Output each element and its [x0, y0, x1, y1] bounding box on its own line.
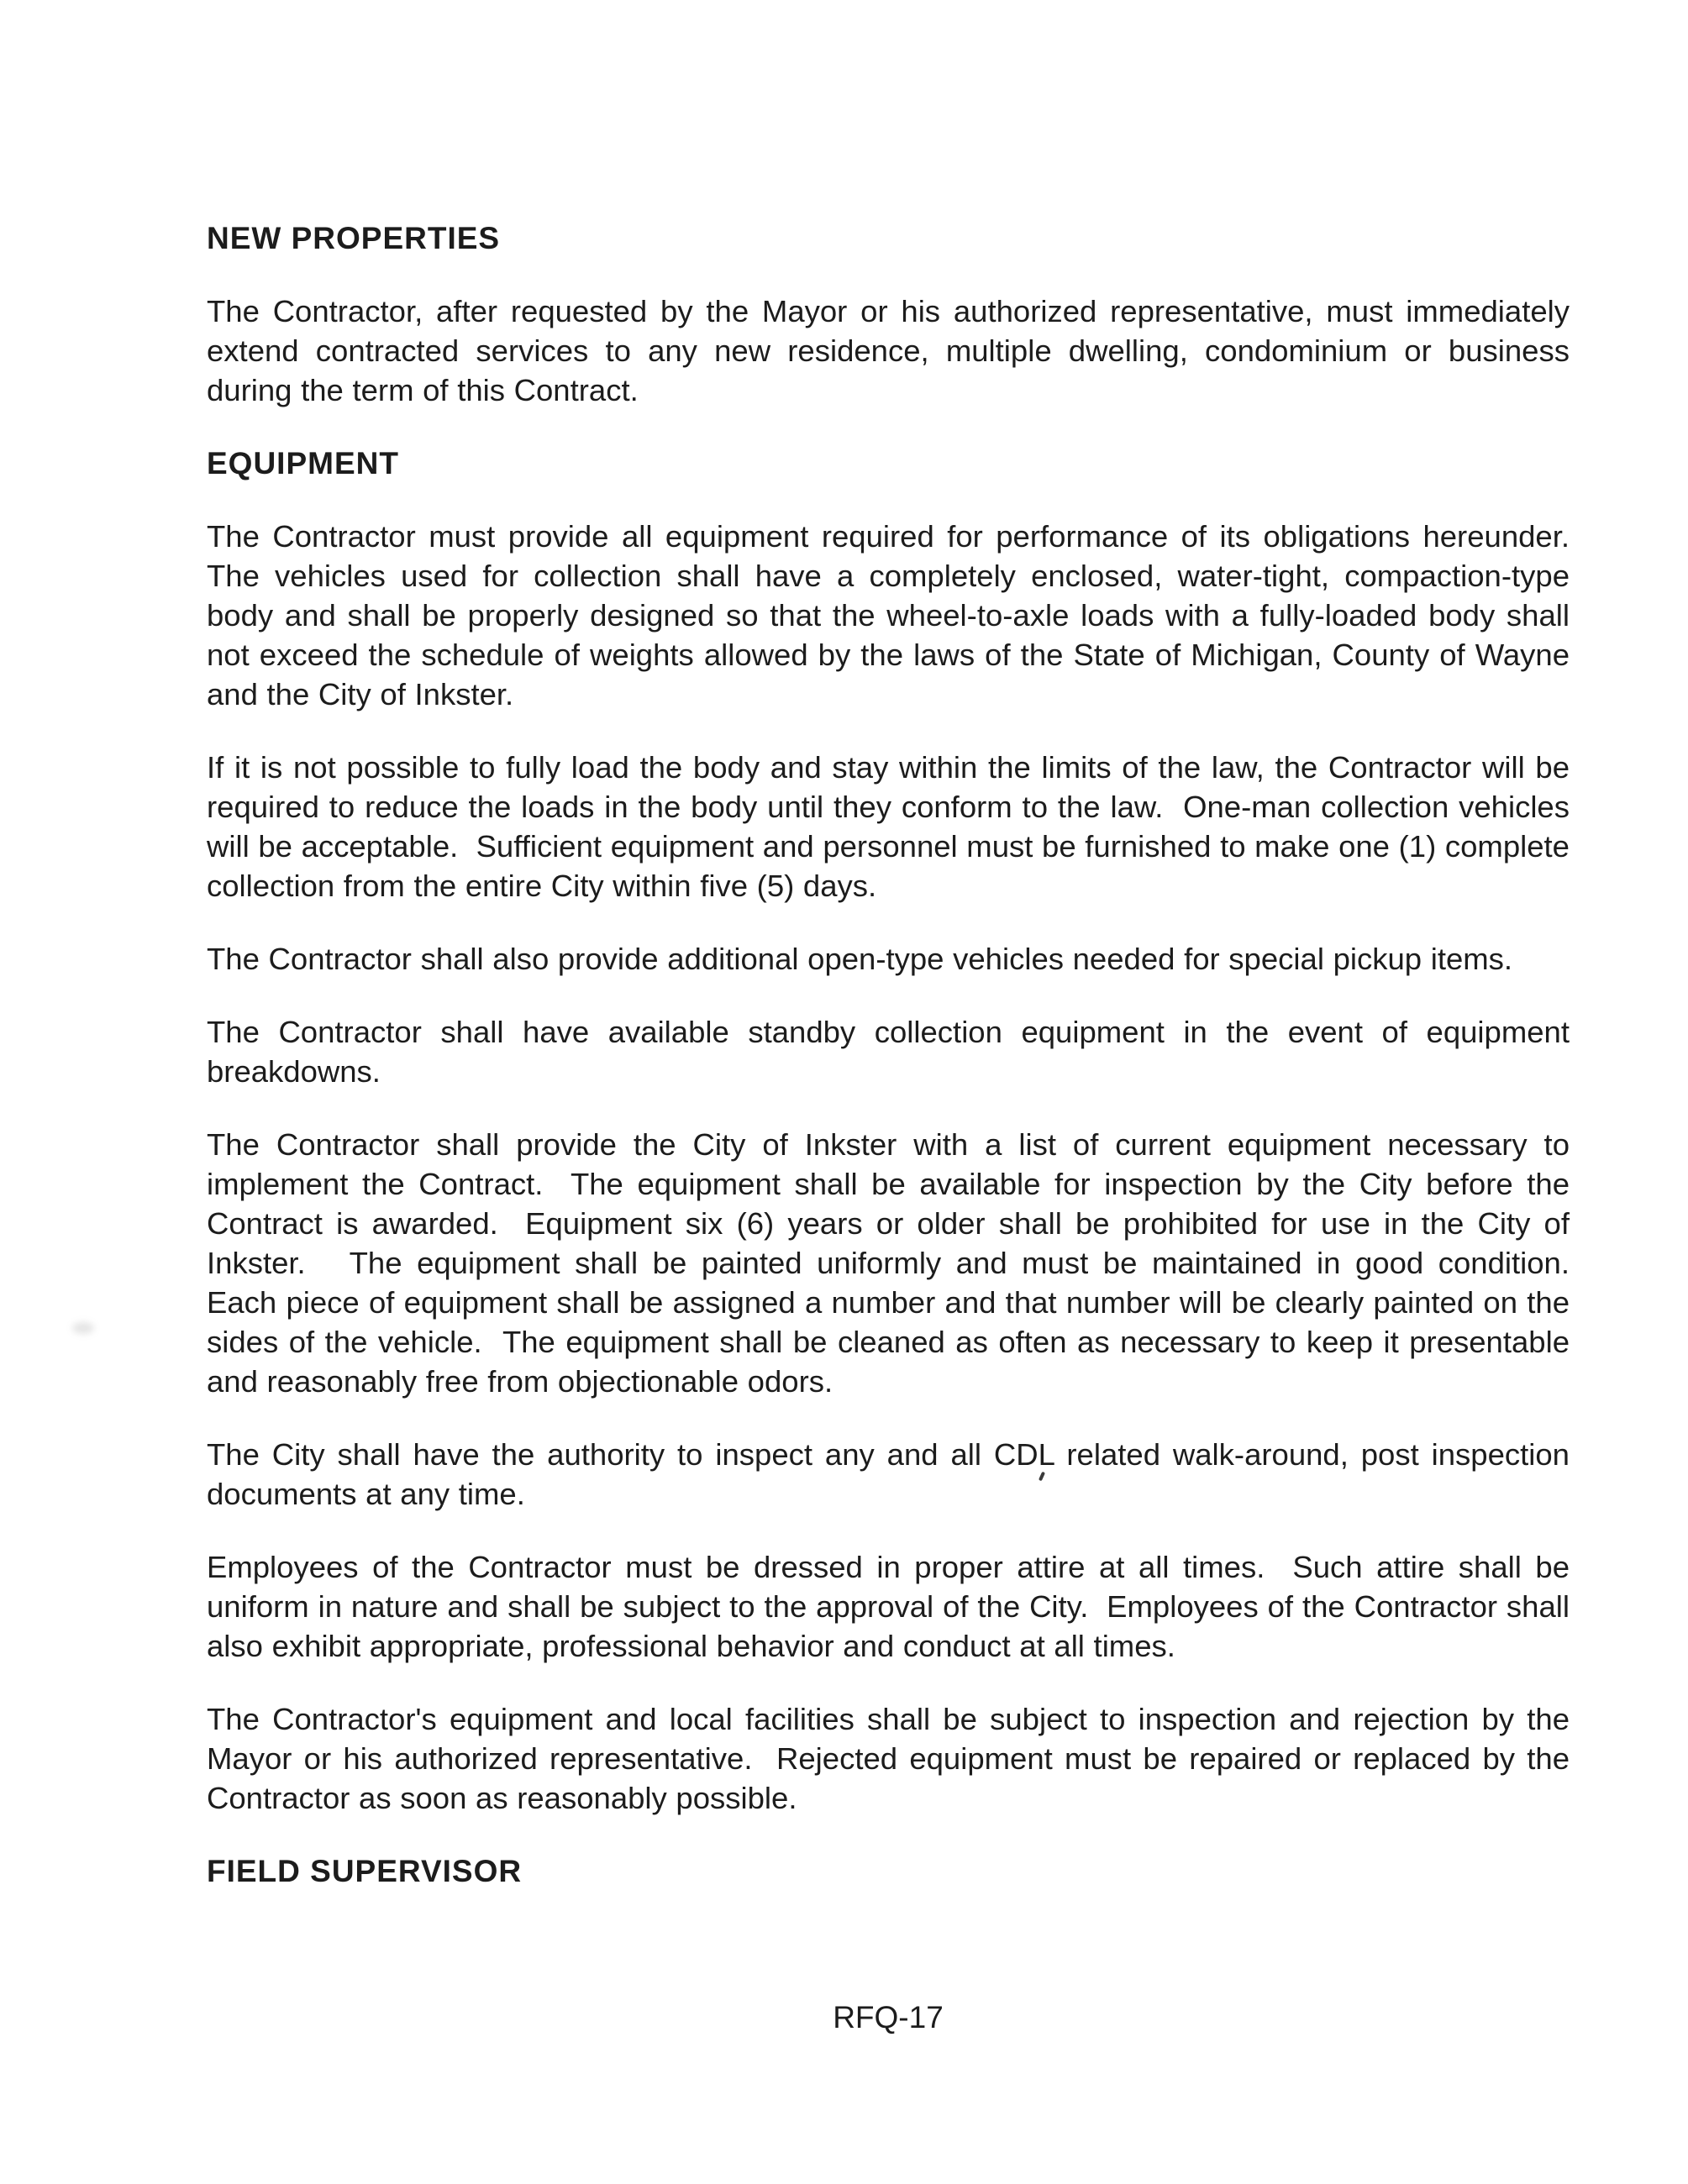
paragraph-equipment-3: The Contractor shall also provide additional open-type vehicles needed for special pickup items.: [207, 942, 1513, 976]
paragraph-equipment-4: The Contractor shall have available standby collection equipment in the event of equipment breakdowns.: [207, 1015, 1579, 1089]
page-number: RFQ-17: [833, 2000, 944, 2034]
document-body: [207, 218, 1588, 1924]
paragraph-equipment-1: The Contractor must provide all equipment required for performance of its obligations hereunder. The vehicles used for collection shall have a completely enclosed, water-tight, compaction-type body and shall be properly designed so that the wheel-to-axle loads with a fully-loaded body shall not exceed the schedule of weights allowed by the laws of the State of Michigan, County of Wayne and the City of Inkster.: [207, 519, 1588, 711]
section-heading-field-supervisor: FIELD SUPERVISOR: [207, 1854, 523, 1888]
paragraph-equipment-5: The Contractor shall provide the City of Inkster with a list of current equipment necessary to implement the Contract. The equipment shall be available for inspection by the City before the Contract is awarded. Equipment six (6) years or older shall be prohibited for use in the City of Inkster. The equipment shall be painted uniformly and must be maintained in good condition. Each piece of equipment shall be assigned a number and that number will be clearly painted on the sides of the vehicle. The equipment shall be cleaned as often as necessary to keep it presentable and reasonably free from objectionable odors.: [207, 1127, 1588, 1399]
section-heading-new-properties: NEW PROPERTIES: [207, 221, 501, 255]
paragraph-equipment-6: The City shall have the authority to inspect any and all CDL related walk-around, post inspection documents at any time.: [207, 1437, 1579, 1511]
section-heading-equipment: EQUIPMENT: [207, 446, 399, 480]
paragraph-equipment-7: Employees of the Contractor must be dressed in proper attire at all times. Such attire shall be uniform in nature and shall be subject to the approval of the City. Employees of the Contractor shall also exhibit appropriate, professional behavior and conduct at all times.: [207, 1550, 1579, 1663]
scan-smudge-artifact: [72, 1322, 94, 1334]
paragraph-equipment-8: The Contractor's equipment and local facilities shall be subject to inspection and rejection by the Mayor or his authorized representative. Rejected equipment must be repaired or replaced by the Contractor as soon as reasonably possible.: [207, 1702, 1579, 1815]
paragraph-equipment-2: If it is not possible to fully load the body and stay within the limits of the law, the Contractor will be required to reduce the loads in the body until they conform to the law. One-man collection vehicles will be acceptable. Sufficient equipment and personnel must be furnished to make one (1) complete collection from the entire City within five (5) days.: [207, 750, 1579, 903]
paragraph-new-properties-1: The Contractor, after requested by the Mayor or his authorized representative, must immediately extend contracted services to any new residence, multiple dwelling, condominium or business during the term of this Contract.: [207, 294, 1579, 407]
